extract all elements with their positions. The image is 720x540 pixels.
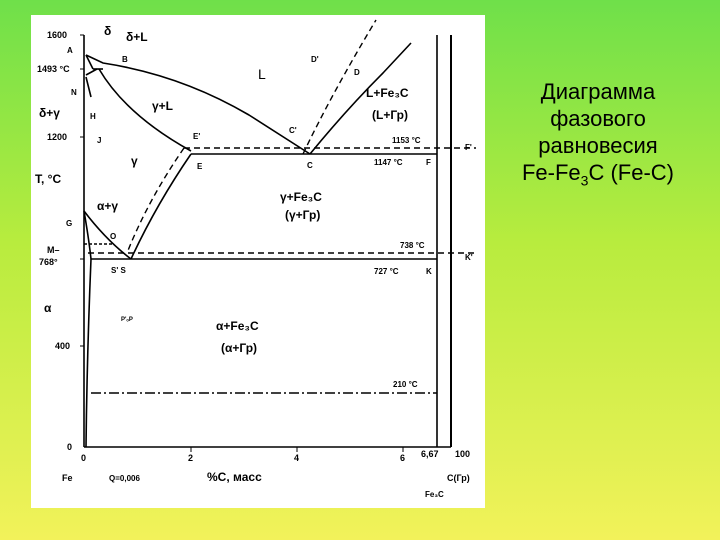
point-a: A (67, 46, 73, 55)
temp-738: 738 °C (400, 241, 425, 250)
x-q-label: Q=0,006 (109, 474, 140, 483)
point-k-prime: K' (465, 253, 473, 262)
delta-gamma-boundary (86, 69, 97, 97)
slide-title-line1: Диаграмма (540, 79, 656, 104)
point-p: P'ₒP (121, 317, 133, 323)
point-n: N (71, 88, 77, 97)
y-tick-0: 0 (67, 442, 73, 452)
x-tick-6: 6 (400, 453, 406, 463)
point-j: J (97, 136, 102, 145)
x-right-label: C(Гр) (447, 473, 470, 483)
x-left-label: Fe (62, 473, 73, 483)
region-alpha-fe3c: α+Fe₃C (216, 319, 259, 333)
region-l: L (258, 66, 266, 82)
x-right-label-fe3c: Fe₃C (425, 490, 444, 499)
slide-title-rest: C (Fe-C) (588, 160, 675, 185)
region-delta: δ (104, 24, 112, 38)
slide-title-fe: Fe-Fe (521, 160, 581, 185)
point-c-prime: C' (289, 126, 297, 135)
temp-210: 210 °C (393, 380, 418, 389)
region-gamma: γ (131, 154, 138, 168)
slide-title-line2: фазового (550, 106, 646, 131)
region-gamma-l: γ+L (152, 99, 174, 113)
y-tick-m: M– (47, 245, 60, 255)
point-d: D (354, 68, 360, 77)
point-f-prime: F' (465, 143, 472, 152)
point-b: B (122, 55, 128, 64)
x-tick-667: 6,67 (421, 449, 439, 459)
region-alpha: α (44, 301, 52, 315)
x-tick-100: 100 (455, 449, 471, 459)
x-tick-0: 0 (81, 453, 87, 463)
point-g: G (66, 219, 73, 228)
region-alpha-gr: (α+Гр) (221, 341, 258, 355)
temp-1147: 1147 °C (374, 158, 403, 167)
y-tick-400: 400 (55, 341, 71, 351)
region-gamma-gr: (γ+Гр) (285, 208, 321, 222)
point-o: O (110, 232, 117, 241)
slide-title-line3: равновесия (538, 133, 658, 158)
phase-diagram-panel (31, 15, 485, 508)
y-tick-768: 768° (39, 257, 58, 267)
region-delta-gamma: δ+γ (39, 106, 60, 120)
slide-title-line4 (493, 159, 703, 194)
x-tick-2: 2 (188, 453, 194, 463)
region-delta-l: δ+L (126, 30, 148, 44)
point-s: S' S (111, 266, 126, 275)
point-f: F (426, 158, 431, 167)
y-tick-1600: 1600 (47, 30, 68, 40)
region-l-fe3c: L+Fe₃C (366, 86, 409, 100)
point-k: K (426, 267, 432, 276)
point-c: C (307, 161, 313, 170)
point-e: E (197, 162, 203, 171)
solvus-es (131, 154, 191, 259)
temp-727: 727 °C (374, 267, 399, 276)
region-gamma-fe3c: γ+Fe₃C (280, 190, 322, 204)
y-tick-1200: 1200 (47, 132, 68, 142)
region-l-gr: (L+Гр) (372, 108, 409, 122)
slide-title (493, 78, 703, 194)
point-h: H (90, 112, 96, 121)
x-tick-4: 4 (294, 453, 300, 463)
point-e-prime: E' (193, 132, 201, 141)
temp-1153: 1153 °C (392, 136, 421, 145)
y-tick-1493: 1493 °C (37, 64, 70, 74)
point-d-prime: D' (311, 55, 319, 64)
y-axis-label: T, °C (35, 172, 62, 186)
x-axis-label: %C, масс (207, 470, 262, 484)
gs-line (84, 211, 131, 259)
fe-c-phase-diagram (31, 15, 485, 508)
region-alpha-gamma: α+γ (97, 199, 119, 213)
solvus-pq (86, 259, 91, 447)
slide-title-sub: 3 (580, 172, 589, 189)
